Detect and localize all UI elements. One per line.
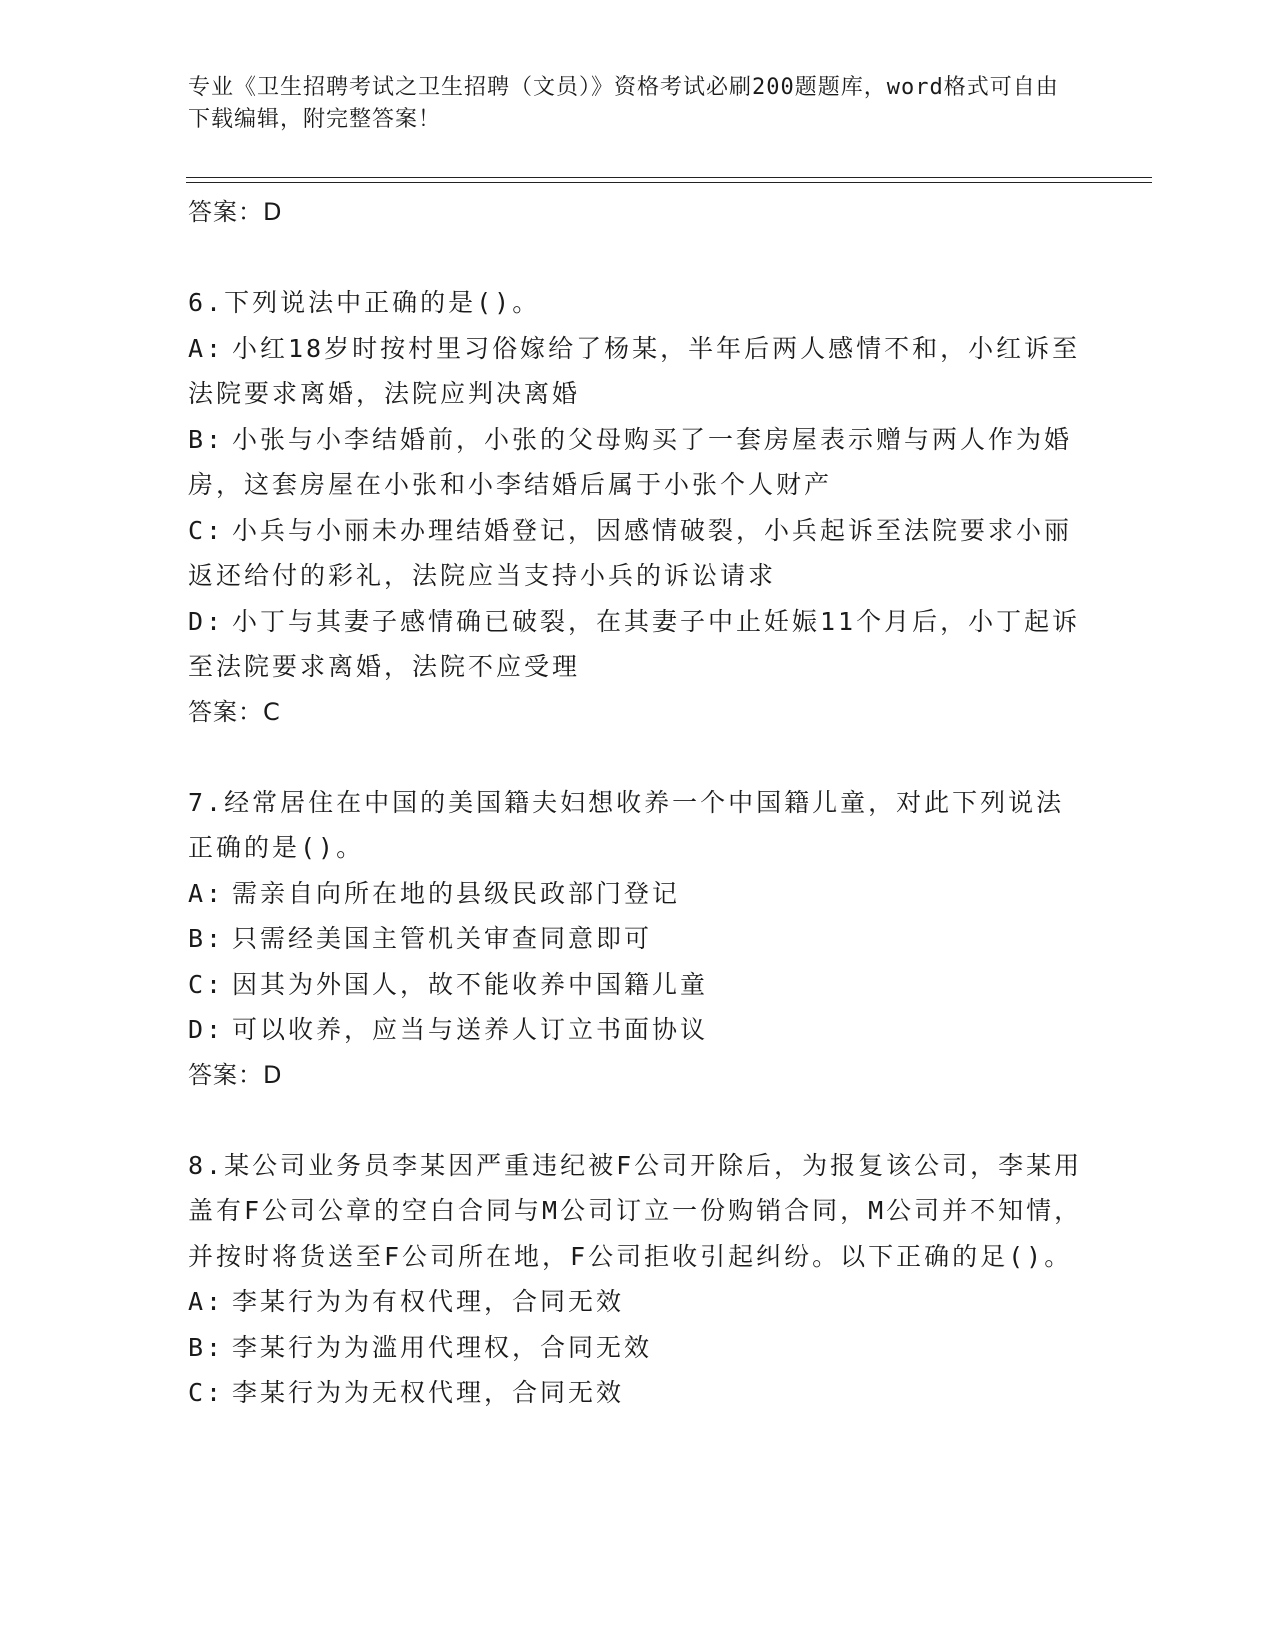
- option-text: 小兵与小丽未办理结婚登记，因感情破裂，小兵起诉至法院要求小丽返还给付的彩礼，法院应当支持小兵的诉讼请求: [188, 515, 1073, 590]
- option-a: [188, 871, 1088, 917]
- option-label: A:: [188, 333, 225, 363]
- answer-value: C: [263, 697, 281, 726]
- page-header: 专业《卫生招聘考试之卫生招聘（文员）》资格考试必刷200题题库，word格式可自由下载编辑，附完整答案！: [188, 75, 1059, 132]
- option-c: [188, 962, 1088, 1008]
- option-label: B:: [188, 424, 225, 454]
- header-rule-bottom: [186, 182, 1152, 183]
- question-8: [188, 1143, 1088, 1416]
- option-a: [188, 326, 1088, 417]
- answer-line: [188, 190, 1088, 234]
- document-body: [188, 190, 1088, 1416]
- answer-value: D: [263, 198, 283, 226]
- option-text: 需亲自向所在地的县级民政部门登记: [232, 878, 681, 908]
- option-text: 李某行为为有权代理，合同无效: [232, 1287, 625, 1316]
- option-c: [188, 1370, 1088, 1416]
- option-label: A:: [188, 1287, 225, 1316]
- option-text: 小丁与其妻子感情确已破裂，在其妻子中止妊娠11个月后，小丁起诉至法院要求离婚，法院不应受理: [188, 606, 1081, 681]
- option-b: [188, 916, 1088, 962]
- option-text: 可以收养，应当与送养人订立书面协议: [232, 1015, 709, 1044]
- question-text: 8.某公司业务员李某因严重违纪被F公司开除后，为报复该公司，李某用盖有F公司公章的空白合同与M公司订立一份购销合同，M公司并不知情，并按时将货送至F公司所在地，F公司拒收引起纠纷。以下正确的足()。: [188, 1150, 1083, 1271]
- answer-value: D: [263, 1060, 283, 1089]
- option-label: D:: [188, 1015, 225, 1044]
- option-c: [188, 508, 1088, 599]
- question-text: 7.经常居住在中国的美国籍夫妇想收养一个中国籍儿童，对此下列说法正确的是()。: [188, 787, 1065, 862]
- answer-label: 答案：: [188, 697, 263, 726]
- option-b: [188, 417, 1088, 508]
- option-label: B:: [188, 924, 225, 953]
- option-text: 李某行为为滥用代理权，合同无效: [232, 1332, 653, 1362]
- option-b: [188, 1325, 1088, 1371]
- option-text: 李某行为为无权代理，合同无效: [232, 1378, 625, 1407]
- question-6: [188, 280, 1088, 734]
- header-rule-top: [186, 177, 1152, 178]
- answer-line: [188, 1053, 1088, 1097]
- option-text: 小红18岁时按村里习俗嫁给了杨某，半年后两人感情不和，小红诉至法院要求离婚，法院应判决离婚: [188, 333, 1081, 408]
- option-text: 小张与小李结婚前，小张的父母购买了一套房屋表示赠与两人作为婚房，这套房屋在小张和小李结婚后属于小张个人财产: [188, 424, 1073, 499]
- option-label: A:: [188, 878, 225, 908]
- option-label: C:: [188, 969, 225, 999]
- option-label: C:: [188, 1378, 225, 1407]
- option-label: C:: [188, 515, 225, 545]
- question-7: [188, 780, 1088, 1097]
- question-text: 6.下列说法中正确的是()。: [188, 288, 541, 317]
- option-label: D:: [188, 606, 225, 636]
- option-d: [188, 599, 1088, 690]
- answer-label: 答案：: [188, 1060, 263, 1089]
- option-a: [188, 1279, 1088, 1325]
- option-text: 只需经美国主管机关审查同意即可: [232, 924, 653, 953]
- option-d: [188, 1007, 1088, 1053]
- answer-line: [188, 690, 1088, 734]
- option-text: 因其为外国人，故不能收养中国籍儿童: [232, 969, 709, 999]
- answer-label: 答案：: [188, 198, 263, 226]
- option-label: B:: [188, 1332, 225, 1362]
